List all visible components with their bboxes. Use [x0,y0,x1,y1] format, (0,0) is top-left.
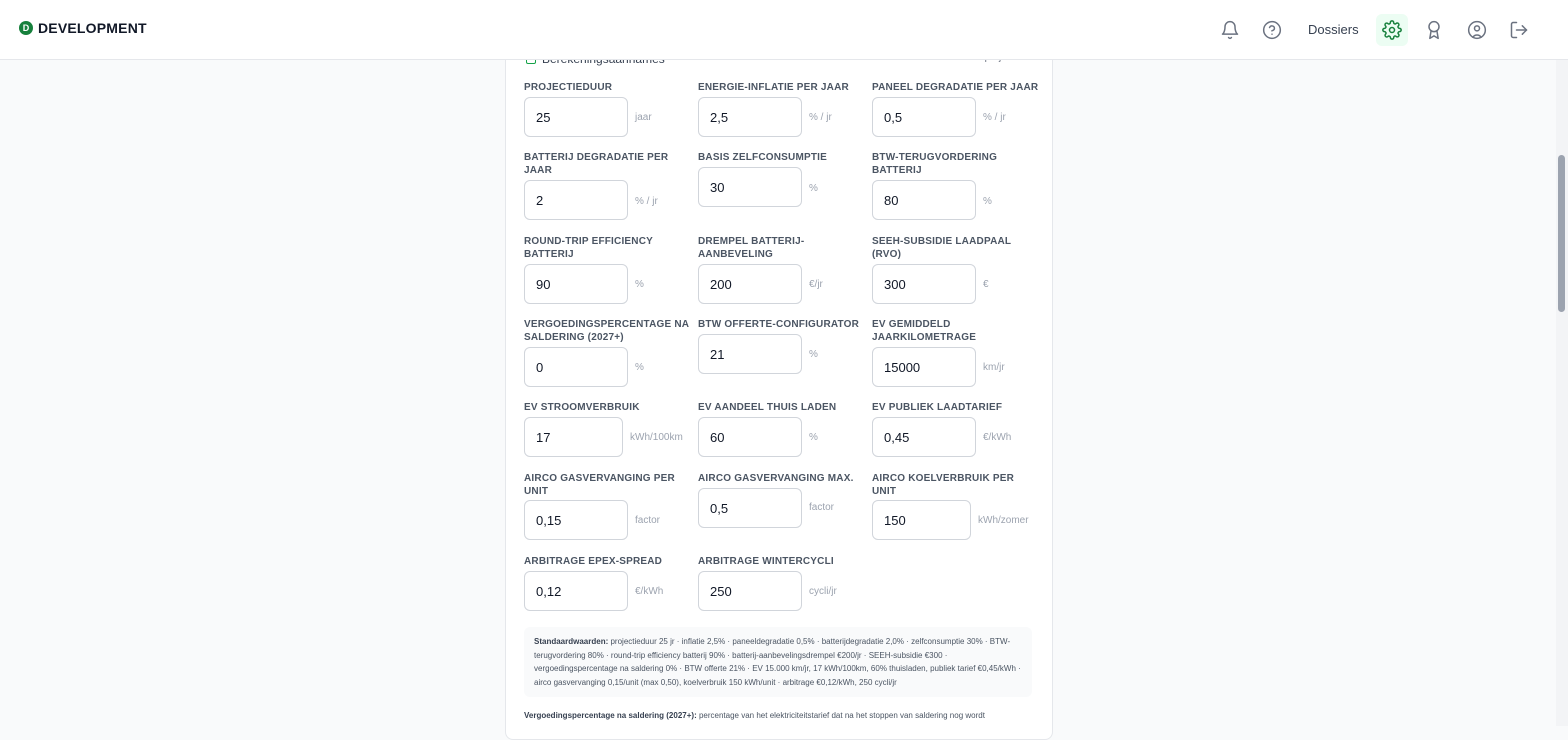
ev-home-charging-share-input[interactable] [698,417,802,457]
field-unit: € [983,279,989,290]
field-unit: factor [635,515,661,526]
projection-duration-input[interactable] [524,97,628,137]
field-label: ROUND-TRIP EFFICIENCY BATTERIJ [524,236,653,260]
ev-public-charging-rate-input[interactable] [872,417,976,457]
settings-icon[interactable] [1376,14,1408,46]
bell-icon[interactable] [1214,14,1246,46]
field-label: PROJECTIEDUUR [524,82,613,93]
airco-cooling-consumption-input[interactable] [872,500,971,540]
field-unit: % [809,432,818,443]
field-unit: % [809,349,818,360]
field-unit: cycli/jr [809,586,837,597]
field-label: BTW-TERUGVORDERING BATTERIJ [872,152,998,176]
field-label: EV AANDEEL THUIS LADEN [698,402,837,413]
field-label: AIRCO KOELVERBRUIK PER UNIT [872,473,1015,497]
brand-name: DEVELOPMENT [38,20,147,36]
round-trip-efficiency-input[interactable] [524,264,628,304]
arbitrage-epex-spread-input[interactable] [524,571,628,611]
field-label: BATTERIJ DEGRADATIE PER JAAR [524,152,669,176]
field-unit: % [635,279,644,290]
field-unit: factor [809,502,835,513]
panel-degradation-input[interactable] [872,97,976,137]
seeh-subsidy-input[interactable] [872,264,976,304]
field-label: BASIS ZELFCONSUMPTIE [698,152,828,163]
field-unit: €/kWh [635,586,664,597]
logout-icon[interactable] [1503,14,1535,46]
footnote-text: percentage van het elektriciteitstarief dat na het stoppen van saldering nog wordt [698,711,985,720]
award-icon[interactable] [1418,14,1450,46]
field-unit: km/jr [983,362,1005,373]
field-unit: kWh/100km [630,432,683,443]
field-unit: jaar [635,112,652,123]
brand-logo[interactable] [19,20,147,36]
field-label: AIRCO GASVERVANGING PER UNIT [524,473,675,497]
field-unit: % [809,183,818,194]
vat-refund-battery-input[interactable] [872,180,976,220]
airco-gas-replacement-max-input[interactable] [698,488,802,528]
arbitrage-winter-cycles-input[interactable] [698,571,802,611]
field-unit: % / jr [809,112,832,123]
field-label: PANEEL DEGRADATIE PER JAAR [872,82,1039,93]
nav-link-dossiers[interactable]: Dossiers [1308,22,1359,37]
field-label: EV GEMIDDELD JAARKILOMETRAGE [872,319,977,343]
field-unit: % / jr [635,196,658,207]
field-label: ARBITRAGE WINTERCYCLI [698,556,834,567]
field-label: ENERGIE-INFLATIE PER JAAR [698,82,849,93]
base-self-consumption-input[interactable] [698,167,802,207]
user-icon[interactable] [1461,14,1493,46]
field-label: SEEH-SUBSIDIE LAADPAAL (RVO) [872,236,1012,260]
compensation-percentage-input[interactable] [524,347,628,387]
defaults-text: projectieduur 25 jr · inflatie 2,5% · paneeldegradatie 0,5% · batterijdegradatie 2,0% · zelfconsumptie 30% · BTW-terugvordering 80% · round-trip efficiency batterij 90% · batterij-aanbevelingsdrempel €200/jr · SEEH-subsidie €300 · vergoedingspercentage na saldering 0% · BTW offerte 21% · EV 15.000 km/jr, 17 kWh/100km, 60% thuisladen, publiek tarief €0,45/kWh · airco gasvervanging 0,15/unit (max 0,50), koelverbruik 150 kWh/unit · arbitrage €0,12/kWh, 250 cycli/jr [534,637,1021,687]
energy-inflation-input[interactable] [698,97,802,137]
default-values-box [524,627,1032,697]
battery-threshold-input[interactable] [698,264,802,304]
vat-quote-input[interactable] [698,334,802,374]
battery-degradation-input[interactable] [524,180,628,220]
field-unit: % [635,362,644,373]
top-bar [0,0,1568,60]
defaults-label: Standaardwaarden: [534,637,609,646]
field-unit: kWh/zomer [978,515,1029,526]
field-label: DREMPEL BATTERIJ-AANBEVELING [698,236,805,260]
footnote-label: Vergoedingspercentage na saldering (2027+): [524,711,697,720]
field-unit: €/jr [809,279,823,290]
ev-annual-mileage-input[interactable] [872,347,976,387]
field-label: VERGOEDINGSPERCENTAGE NA SALDERING (2027+) [524,319,689,343]
field-label: ARBITRAGE EPEX-SPREAD [524,556,663,567]
field-unit: % / jr [983,112,1006,123]
field-unit: €/kWh [983,432,1012,443]
field-label: AIRCO GASVERVANGING MAX. [698,473,854,484]
airco-gas-replacement-input[interactable] [524,500,628,540]
footnote [524,711,985,720]
ev-power-consumption-input[interactable] [524,417,623,457]
help-icon[interactable] [1256,14,1288,46]
field-label: EV STROOMVERBRUIK [524,402,640,413]
field-label: BTW OFFERTE-CONFIGURATOR [698,319,860,330]
scrollbar-thumb[interactable] [1558,155,1565,312]
logo-icon: D [19,21,33,35]
field-unit: % [983,196,992,207]
field-label: EV PUBLIEK LAADTARIEF [872,402,1003,413]
